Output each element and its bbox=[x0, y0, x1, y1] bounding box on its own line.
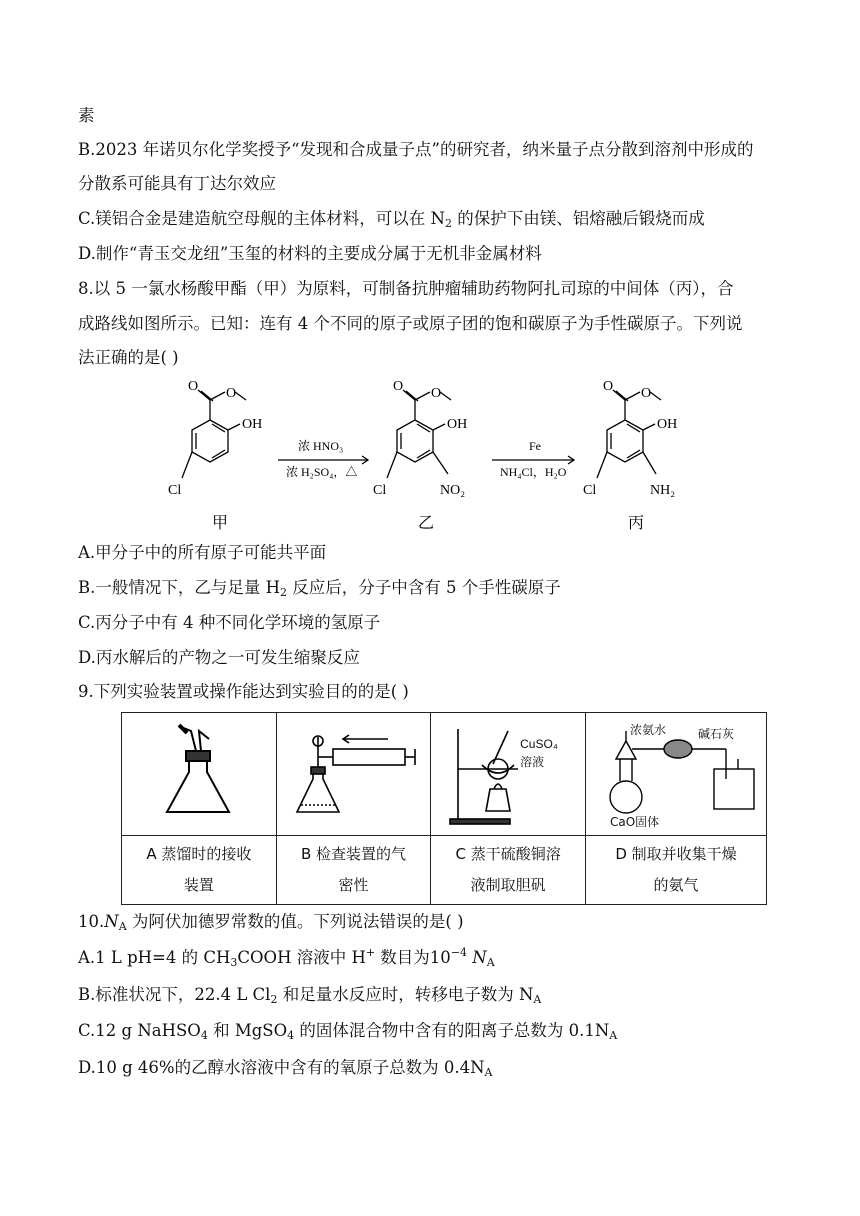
compound-yi: 乙 bbox=[418, 515, 435, 532]
apparatus-a-cell bbox=[122, 713, 277, 836]
chloro-label: Cl bbox=[583, 483, 597, 498]
q10-option-b: B.标准状况下，22.4 L $Cl_2$ 和足量水反应时，转移电子数为 $N_A$ bbox=[78, 985, 542, 1006]
option-d: D.制作“青玉交龙纽”玉玺的材料的主要成分属于无机非金属材料 bbox=[78, 244, 542, 263]
oxygen-label: O bbox=[393, 379, 404, 394]
option-b-caption: B 检查装置的气 密性 bbox=[276, 836, 431, 905]
q9-options-table bbox=[121, 712, 767, 905]
option-b-line1: B.2023 年诺贝尔化学奖授予“发现和合成量子点”的研究者，纳米量子点分散到溶剂中形成的 bbox=[78, 140, 754, 159]
compound-bing: 丙 bbox=[628, 515, 645, 532]
oxygen-label: O bbox=[641, 386, 652, 401]
q8-option-b: B.一般情况下，乙与足量 $H_2$ 反应后，分子中含有 5 个手性碳原子 bbox=[78, 578, 561, 599]
synthesis-scheme bbox=[150, 370, 710, 540]
chloro-label: Cl bbox=[168, 483, 182, 498]
option-b-line2: 分散系可能具有丁达尔效应 bbox=[78, 174, 276, 193]
receiver-flask-icon bbox=[129, 717, 269, 827]
option-d-caption: D 制取并收集干燥 的氨气 bbox=[585, 836, 766, 905]
q8-option-a: A.甲分子中的所有原子可能共平面 bbox=[78, 543, 327, 562]
q10-option-c: C.12 g NaHSO$_4$ 和 MgSO$_4$ 的固体混合物中含有的阳离子总数为 $0.1N_A$ bbox=[78, 1021, 618, 1042]
q8-option-d: D.丙水解后的产物之一可发生缩聚反应 bbox=[78, 648, 360, 667]
cuso4-label: CuSO₄ bbox=[520, 737, 558, 751]
text-line: 素 bbox=[78, 106, 95, 125]
question-9-stem: 9.下列实验装置或操作能达到实验目的的是( ) bbox=[78, 682, 409, 701]
soda-lime-label: 碱石灰 bbox=[697, 727, 734, 741]
option-c: C.镁铝合金是建造航空母舰的主体材料，可以在 $N_2$ 的保护下由镁、铝熔融后锻烧而成 bbox=[78, 209, 705, 230]
question-8-stem-3: 法正确的是( ) bbox=[78, 348, 179, 367]
question-8-stem-2: 成路线如图所示。已知：连有 4 个不同的原子或原子团的饱和碳原子为手性碳原子。下列说 bbox=[78, 314, 743, 333]
oxygen-label: O bbox=[431, 386, 442, 401]
syringe-flask-icon bbox=[283, 717, 423, 827]
compound-jia: 甲 bbox=[212, 515, 229, 532]
question-8-stem-1: 8.以 5 一氯水杨酸甲酯（甲）为原料，可制备抗肿瘤辅助药物阿扎司琼的中间体（丙），合 bbox=[78, 279, 734, 298]
ammonia-label: 浓氨水 bbox=[629, 723, 666, 737]
q8-option-c: C.丙分子中有 4 种不同化学环境的氢原子 bbox=[78, 613, 381, 632]
hydroxy-label: OH bbox=[447, 417, 468, 432]
chloro-label: Cl bbox=[373, 483, 387, 498]
q10-option-d: D.10 g 46%的乙醇水溶液中含有的氧原子总数为 $0.4N_A$ bbox=[78, 1058, 493, 1079]
oxygen-label: O bbox=[226, 386, 237, 401]
reagent-fe: Fe bbox=[529, 439, 541, 453]
oxygen-label: O bbox=[188, 379, 199, 394]
question-10-stem: $10.N_A$ 为阿伏加德罗常数的值。下列说法错误的是( ) bbox=[78, 912, 464, 933]
reagent-h2so4: 浓 H₂SO₄，△ bbox=[286, 465, 358, 479]
nitro-label: NO₂ bbox=[440, 483, 466, 498]
apparatus-d-cell bbox=[585, 713, 766, 836]
evaporating-dish-icon bbox=[438, 719, 578, 829]
option-c-caption: C 蒸干硫酸铜溶 液制取胆矾 bbox=[431, 836, 586, 905]
q10-option-a: A.1 L pH=4 的 $CH_3COOH$ 溶液中 H+ 数目为$10^{-4}$ $N_A$ bbox=[78, 946, 495, 969]
amino-label: NH₂ bbox=[650, 483, 676, 498]
cao-label: CaO固体 bbox=[609, 815, 660, 829]
reagent-nh4cl: NH₄Cl，H₂O bbox=[500, 465, 567, 479]
apparatus-b-cell bbox=[276, 713, 431, 836]
solution-label: 溶液 bbox=[520, 755, 545, 769]
oxygen-label: O bbox=[603, 379, 614, 394]
apparatus-c-cell bbox=[431, 713, 586, 836]
option-a-caption: A 蒸馏时的接收 装置 bbox=[122, 836, 277, 905]
hydroxy-label: OH bbox=[657, 417, 678, 432]
hydroxy-label: OH bbox=[242, 417, 263, 432]
reagent-hno3: 浓 HNO₃ bbox=[298, 439, 344, 453]
